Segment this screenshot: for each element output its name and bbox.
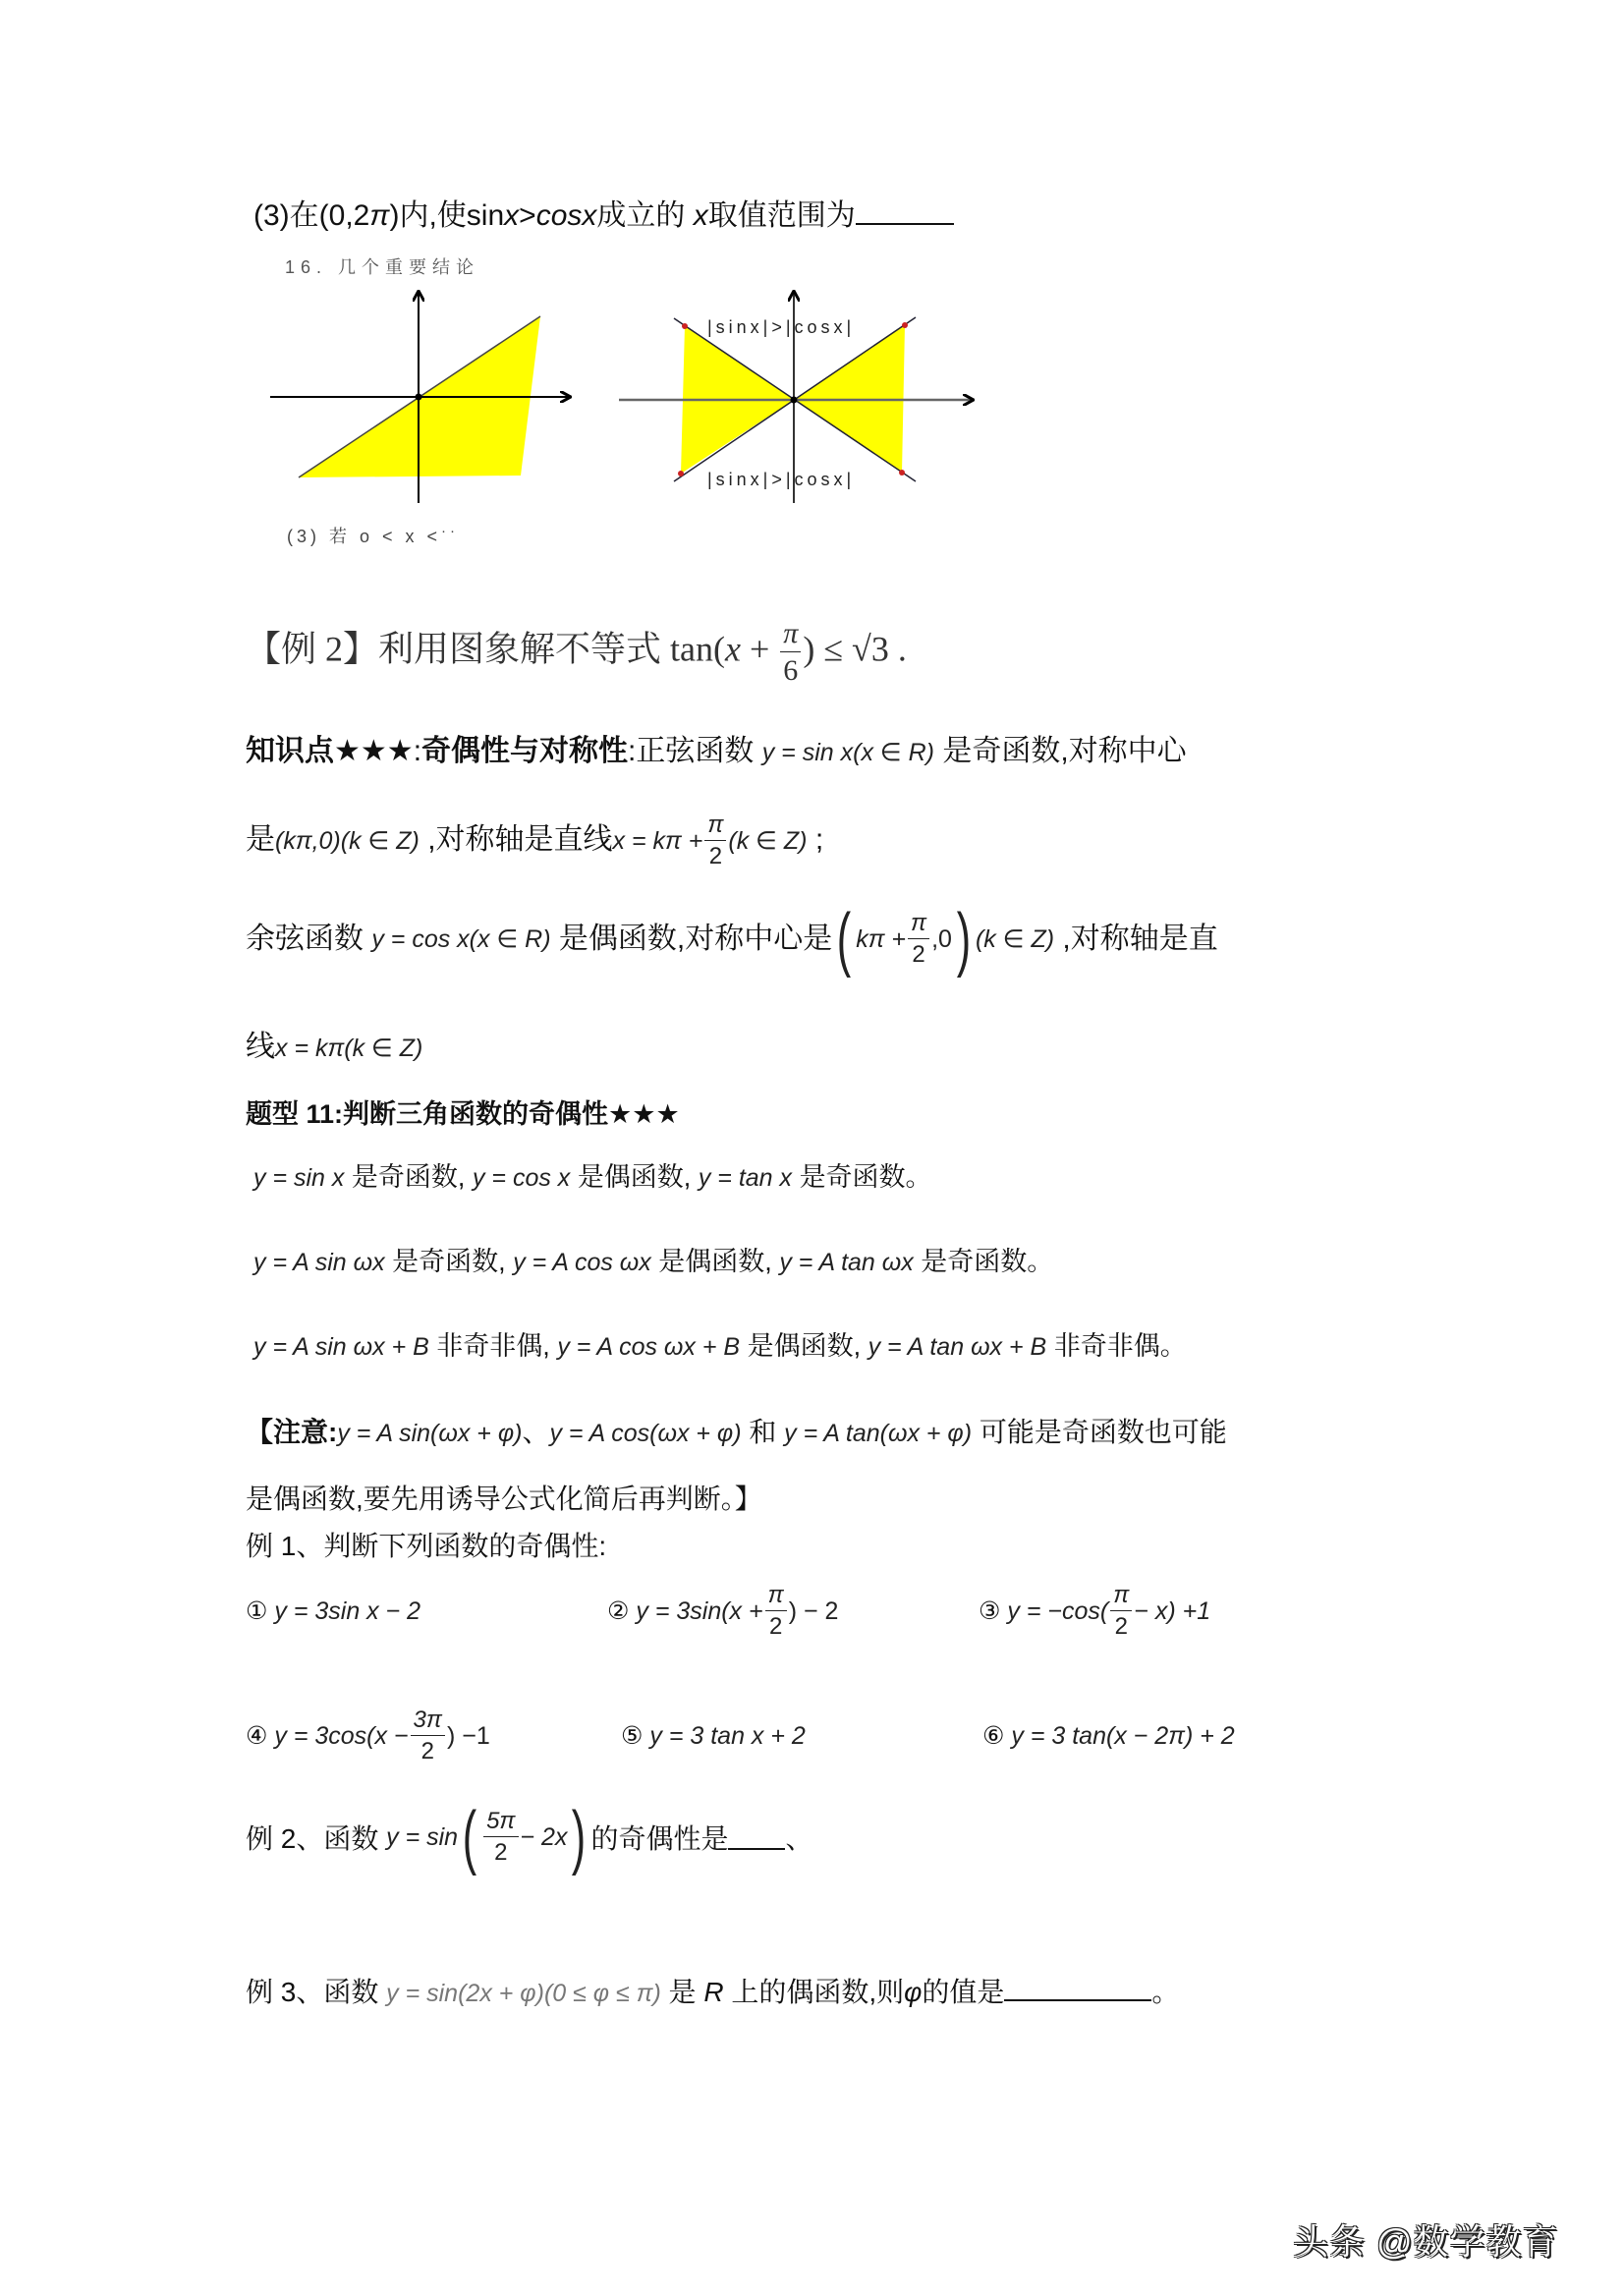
- expr: y = 3sin x − 2: [274, 1596, 421, 1625]
- text: 的值是: [922, 1977, 1005, 2007]
- origin-point: [416, 394, 422, 401]
- numerator: π: [908, 912, 929, 939]
- expr: y = tan x: [698, 1164, 793, 1192]
- q3-x: x: [504, 199, 520, 232]
- example-3-question: [246, 1973, 1179, 2013]
- note-line-2: 是偶函数,要先用诱导公式化简后再判断。】: [246, 1484, 762, 1514]
- item-number: ⑤: [621, 1722, 644, 1750]
- expr: y = A cos ωx: [513, 1249, 651, 1276]
- note-text: 可能是奇函数也可能: [972, 1417, 1227, 1447]
- knowledge-line-3: [246, 900, 1218, 979]
- q3-mid: )内,使: [389, 199, 467, 232]
- text: 线: [246, 1031, 275, 1063]
- q3-cos: cos: [535, 199, 583, 232]
- expr-tail: ) −1: [446, 1721, 490, 1750]
- ex2-text: 的奇偶性是: [590, 1823, 729, 1854]
- sine-intro: 正弦函数: [636, 735, 755, 767]
- expr: y = A tan(ωx + φ): [784, 1420, 973, 1447]
- example-2-label: 【例 2】利用图象解不等式: [246, 629, 662, 669]
- watermark: 头条 @数学教育: [1293, 2221, 1559, 2262]
- expr-tail: − x) +1: [1134, 1596, 1211, 1625]
- label-top: |sinx|>|cosx|: [707, 317, 856, 337]
- symmetry-center-expr: (kπ,0)(k ∈ Z): [275, 826, 420, 855]
- q3-suffix2: 取值范围为: [707, 199, 856, 232]
- and-text: 和: [741, 1417, 785, 1447]
- denominator: 2: [494, 1839, 508, 1866]
- numerator: π: [765, 1584, 787, 1611]
- center-cond: (k ∈ Z): [975, 925, 1055, 953]
- right-paren: ): [956, 900, 972, 979]
- knowledge-line-2: [246, 813, 823, 868]
- pi-symbol: π: [369, 199, 390, 232]
- axis-expr: x = kπ +: [612, 826, 703, 855]
- parity-row-1: [253, 1159, 932, 1196]
- point: [682, 323, 688, 329]
- q3-gt: >: [519, 199, 536, 232]
- expr-tail: ) ≤ √3 .: [803, 629, 907, 669]
- expr: y = A sin ωx + B: [253, 1333, 429, 1361]
- numerator: π: [1110, 1584, 1132, 1611]
- text: 是偶函数,: [577, 1162, 692, 1192]
- left-paren: (: [837, 900, 852, 979]
- text: 是奇函数,: [392, 1247, 506, 1276]
- expr: y = sin(2x + φ)(0 ≤ φ ≤ π): [386, 1980, 661, 2007]
- phi-symbol: φ: [904, 1977, 923, 2007]
- knowledge-line-4: [246, 1028, 422, 1068]
- item-number: ④: [246, 1722, 268, 1750]
- left-graph: [270, 292, 570, 503]
- right-graph: [619, 292, 973, 503]
- q3-x3: x: [693, 199, 708, 232]
- text: 非奇非偶。: [1046, 1331, 1187, 1361]
- center-tail: ,0: [931, 925, 952, 953]
- numerator: 5π: [483, 1810, 518, 1837]
- axis-text: ,对称轴是直线: [427, 822, 613, 856]
- expr: y = cos x: [472, 1164, 571, 1192]
- origin-point: [791, 397, 798, 404]
- denominator: 2: [1114, 1613, 1128, 1640]
- caption-dots: ··: [441, 523, 460, 539]
- caption-text: (3) 若 o < x <: [287, 527, 442, 546]
- expr: y = 3cos(x −: [274, 1721, 409, 1750]
- text: 是: [660, 1977, 704, 2007]
- text: 是: [246, 822, 275, 856]
- expr: y = sin: [386, 1822, 459, 1851]
- text: 是偶函数,: [740, 1331, 862, 1361]
- expr-tail: ) − 2: [788, 1596, 839, 1625]
- fraction: [483, 1810, 518, 1865]
- fraction: [780, 619, 801, 686]
- expr: y = A cos(ωx + φ): [549, 1420, 742, 1447]
- expr: y = 3 tan x + 2: [649, 1721, 806, 1750]
- point: [899, 470, 905, 476]
- center-expr: kπ +: [856, 925, 907, 953]
- parity-row-3: [253, 1328, 1187, 1365]
- denominator: 2: [912, 941, 925, 968]
- sine-expr: y = sin x(x ∈ R): [761, 739, 934, 766]
- colon: :: [413, 735, 422, 767]
- label-bottom: |sinx|>|cosx|: [707, 470, 856, 489]
- example-1-title: 例 1、判断下列函数的奇偶性:: [246, 1531, 607, 1561]
- expr: y = A sin(ωx + φ): [337, 1420, 523, 1447]
- text: 是奇函数。: [921, 1247, 1054, 1276]
- ex1-item-5: [621, 1707, 806, 1765]
- figure-title: 16. 几个重要结论: [285, 257, 480, 277]
- point: [902, 322, 908, 328]
- numerator: π: [704, 813, 726, 841]
- separator: 、: [522, 1417, 550, 1447]
- text: 是奇函数,: [351, 1162, 466, 1192]
- axis-expr: x = kπ(k ∈ Z): [275, 1035, 423, 1062]
- cos-intro: 余弦函数: [246, 923, 364, 955]
- tail: 。: [1151, 1977, 1180, 2007]
- text: 是偶函数,: [658, 1247, 772, 1276]
- cos-expr: y = cos x(x ∈ R): [371, 925, 551, 953]
- plus: +: [740, 629, 779, 669]
- semicolon: ;: [814, 822, 824, 856]
- item-number: ③: [979, 1597, 1001, 1625]
- q3-prefix: (3)在(0,2: [253, 199, 370, 232]
- expr: y = 3sin(x +: [636, 1596, 763, 1625]
- q3-sin: sin: [466, 199, 505, 232]
- text: 非奇非偶,: [428, 1331, 550, 1361]
- example-2-heading: [246, 619, 907, 686]
- denominator: 2: [768, 1613, 783, 1640]
- expr-tail: − 2x: [520, 1822, 568, 1851]
- ex1-item-2: [607, 1582, 838, 1641]
- axis-cond: (k ∈ Z): [728, 826, 808, 855]
- figure-graphs: [0, 0, 1081, 589]
- answer-blank[interactable]: [1004, 1998, 1151, 2001]
- note-label: 【注意:: [246, 1417, 338, 1447]
- item-number: ⑥: [982, 1722, 1005, 1750]
- R-symbol: R: [703, 1977, 724, 2007]
- fraction: [1110, 1584, 1132, 1639]
- expr: y = A cos ωx + B: [557, 1333, 741, 1361]
- text: 是奇函数。: [799, 1162, 932, 1192]
- point: [678, 471, 684, 476]
- ex3-label: 例 3、函数: [246, 1977, 379, 2007]
- ex1-item-1: [246, 1582, 420, 1641]
- ex1-item-6: [982, 1707, 1235, 1765]
- item-number: ②: [607, 1597, 630, 1625]
- denominator: 2: [708, 843, 723, 869]
- expr: y = 3 tan(x − 2π) + 2: [1011, 1721, 1235, 1750]
- fraction: [908, 912, 929, 967]
- q3-x2: x: [582, 199, 597, 232]
- tail: 、: [785, 1823, 813, 1854]
- numerator: 3π: [411, 1708, 445, 1736]
- knowledge-topic: 奇偶性与对称性: [421, 735, 629, 767]
- figure-caption: [287, 523, 459, 548]
- answer-blank[interactable]: [728, 1847, 785, 1850]
- example-2-question: [246, 1798, 812, 1876]
- expr: y = A sin ωx: [253, 1249, 385, 1276]
- denominator: 6: [783, 654, 799, 687]
- expr: y = A tan ωx + B: [868, 1333, 1047, 1361]
- parity-row-2: [253, 1244, 1053, 1280]
- x-var: x: [724, 629, 741, 669]
- item-number: ①: [246, 1597, 268, 1625]
- denominator: 2: [420, 1738, 434, 1764]
- knowledge-label: 知识点★★★: [246, 735, 414, 767]
- sine-odd-text: 是奇函数,对称中心: [942, 735, 1187, 767]
- ex1-item-4: [246, 1707, 490, 1765]
- left-paren: (: [462, 1798, 477, 1876]
- q3-suffix1: 成立的: [596, 199, 686, 232]
- note-line-1: [246, 1415, 1227, 1451]
- type-11-heading: 题型 11:判断三角函数的奇偶性★★★: [246, 1099, 680, 1129]
- ex1-item-3: [979, 1582, 1210, 1641]
- ex2-label: 例 2、函数: [246, 1823, 379, 1854]
- fraction: [411, 1708, 445, 1764]
- right-paren: ): [572, 1798, 587, 1876]
- tan-expr: tan(: [670, 629, 725, 669]
- fraction: [704, 813, 726, 868]
- fraction: [765, 1584, 787, 1639]
- expr: y = −cos(: [1007, 1596, 1109, 1625]
- cos-axis-text: ,对称轴是直: [1062, 923, 1218, 955]
- knowledge-line-1: [246, 732, 1187, 772]
- expr: y = sin x: [253, 1164, 345, 1192]
- text: 上的偶函数,则: [723, 1977, 905, 2007]
- expr: y = A tan ωx: [779, 1249, 914, 1276]
- numerator: π: [780, 619, 801, 652]
- cos-even-text: 是偶函数,对称中心是: [558, 923, 833, 955]
- colon: :: [628, 735, 637, 767]
